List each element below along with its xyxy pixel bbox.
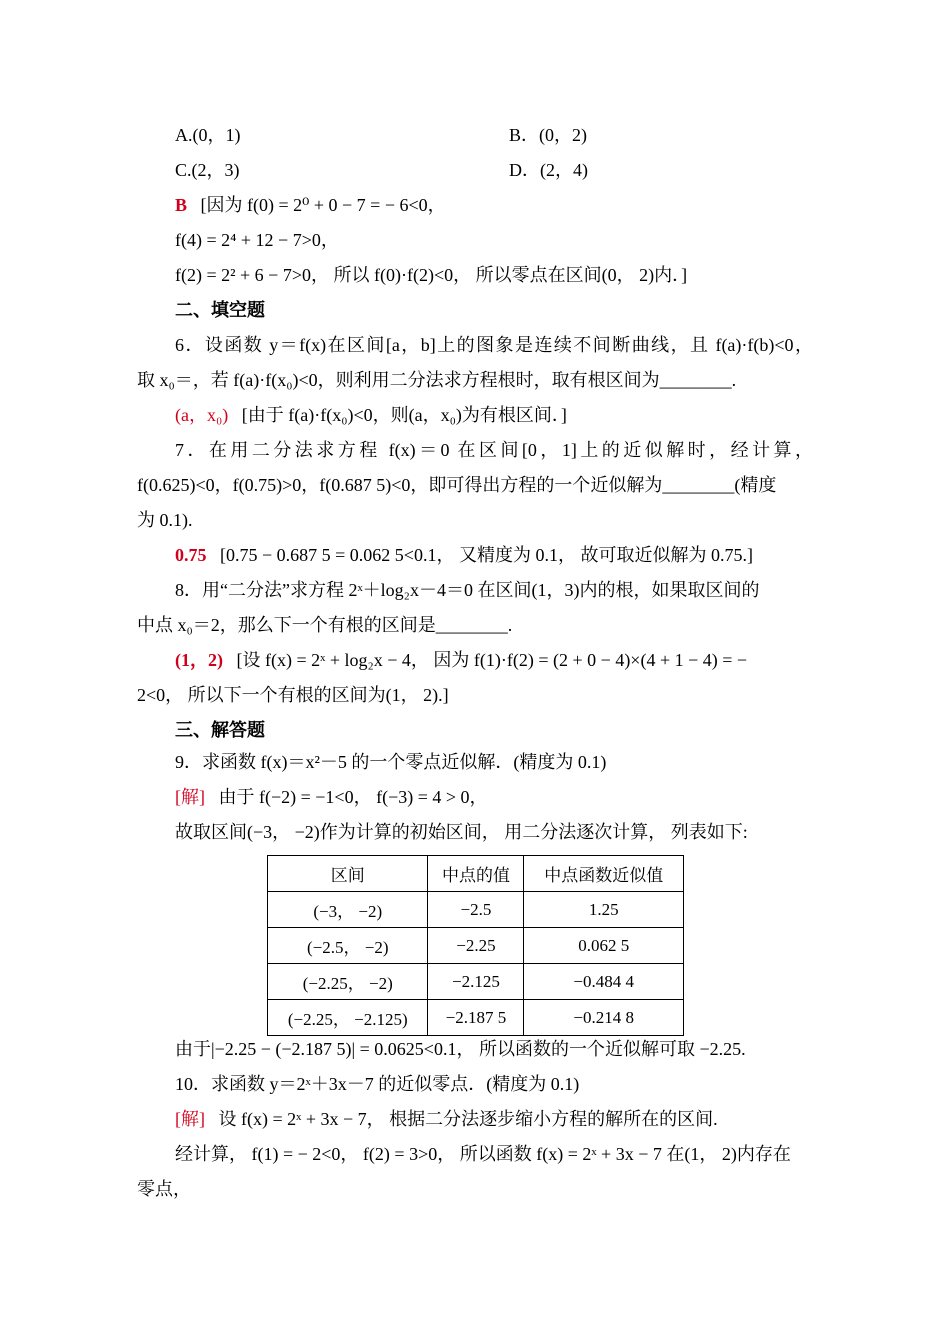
table-cell: −2.5: [428, 892, 524, 928]
q10-solution-tag: [解]: [175, 1109, 205, 1129]
table-row: [268, 964, 684, 1000]
table-cell: (−2.25， −2.125): [268, 1000, 428, 1036]
q6-answer-key: (a，x₀): [175, 405, 229, 425]
q7-answer-text: [0.75 − 0.687 5 = 0.062 5<0.1， 又精度为 0.1， 故可取近似解为 0.75.]: [220, 545, 753, 565]
q7-line3: 为 0.1).: [137, 510, 193, 530]
table-cell: (−3， −2): [268, 892, 428, 928]
bisection-table: [267, 855, 684, 1036]
q5-answer-line2: f(4) = 2⁴ + 12 − 7>0，: [175, 230, 339, 250]
q10-line1: 10．求函数 y＝2ˣ＋3x－7 的近似零点．(精度为 0.1): [175, 1074, 580, 1094]
table-row: [268, 1000, 684, 1036]
q7-line1: 7．在用二分法求方程 f(x)＝0 在区间[0，1]上的近似解时，经计算，: [175, 440, 813, 460]
q7-line2: f(0.625)<0，f(0.75)>0，f(0.687 5)<0，即可得出方程的一个近似解为________(精度: [137, 475, 777, 495]
table-row: [268, 928, 684, 964]
q9-solution-line2: 故取区间(−3， −2)作为计算的初始区间， 用二分法逐次计算， 列表如下:: [175, 822, 748, 842]
q8-answer-line2: 2<0， 所以下一个有根的区间为(1， 2).]: [137, 685, 449, 705]
q9-solution-tag: [解]: [175, 787, 205, 807]
q9-line1: 9．求函数 f(x)＝x²－5 的一个零点近似解．(精度为 0.1): [175, 752, 607, 772]
table-cell: (−2.25， −2): [268, 964, 428, 1000]
q6-line1: 6．设函数 y＝f(x)在区间[a，b]上的图象是连续不间断曲线，且 f(a)·f(b)<0，: [175, 335, 813, 355]
table-row: [268, 892, 684, 928]
table-cell: −2.125: [428, 964, 524, 1000]
q10-solution-text: 设 f(x) = 2ˣ + 3x − 7， 根据二分法逐步缩小方程的解所在的区间.: [218, 1109, 718, 1129]
section-solution-heading: 三、解答题: [175, 720, 265, 740]
table-cell: 0.062 5: [524, 928, 684, 964]
q5-answer-line1: [175, 193, 446, 217]
q8-line1: 8．用“二分法”求方程 2ˣ＋log₂x－4＝0 在区间(1，3)内的根，如果取区间的: [175, 580, 760, 600]
q9-solution-text: 由于 f(−2) = −1<0， f(−3) = 4 > 0，: [218, 787, 488, 807]
q9-conclusion: 由于|−2.25 − (−2.187 5)| = 0.0625<0.1， 所以函数的一个近似解可取 −2.25.: [175, 1039, 746, 1059]
table-cell: −0.214 8: [524, 1000, 684, 1036]
choice-d: D．(2，4): [509, 160, 588, 180]
q5-answer-text: [因为 f(0) = 2⁰ + 0 − 7 = − 6<0，: [200, 195, 446, 215]
choice-a: A.(0，1): [175, 125, 241, 145]
q5-answer-line3: f(2) = 2² + 6 − 7>0， 所以 f(0)·f(2)<0， 所以零点在区间(0， 2)内．]: [175, 265, 688, 285]
q8-answer-key: (1，2): [175, 650, 223, 670]
table-cell: −2.25: [428, 928, 524, 964]
table-cell: −0.484 4: [524, 964, 684, 1000]
choice-c: C.(2，3): [175, 160, 240, 180]
q6-answer-text: [由于 f(a)·f(x₀)<0，则(a，x₀)为有根区间．]: [241, 405, 567, 425]
q10-solution-line1: [175, 1107, 718, 1131]
q10-solution-line3: 零点，: [137, 1179, 191, 1199]
table-cell: (−2.5， −2): [268, 928, 428, 964]
table-header: 中点函数近似值: [524, 856, 684, 892]
q6-answer: [175, 403, 567, 427]
q8-answer: [175, 648, 747, 672]
q9-solution-line1: [175, 785, 488, 809]
table-cell: 1.25: [524, 892, 684, 928]
table-cell: −2.187 5: [428, 1000, 524, 1036]
table-header-row: [268, 856, 684, 892]
q10-solution-line2: 经计算， f(1) = − 2<0， f(2) = 3>0， 所以函数 f(x) = 2ˣ + 3x − 7 在(1， 2)内存在: [175, 1144, 791, 1164]
table-header: 中点的值: [428, 856, 524, 892]
table-header: 区间: [268, 856, 428, 892]
section-fill-in-heading: 二、填空题: [175, 300, 265, 320]
q7-answer: [175, 543, 753, 567]
q5-answer-key: B: [175, 195, 188, 215]
q6-line2: 取 x₀＝，若 f(a)·f(x₀)<0，则利用二分法求方程根时，取有根区间为________.: [137, 370, 737, 390]
q8-answer-text: [设 f(x) = 2ˣ + log₂x − 4， 因为 f(1)·f(2) = (2 + 0 − 4)×(4 + 1 − 4) = −: [236, 650, 748, 670]
q8-line2: 中点 x₀＝2，那么下一个有根的区间是________.: [137, 615, 513, 635]
q7-answer-key: 0.75: [175, 545, 207, 565]
choice-b: B．(0，2): [509, 125, 587, 145]
